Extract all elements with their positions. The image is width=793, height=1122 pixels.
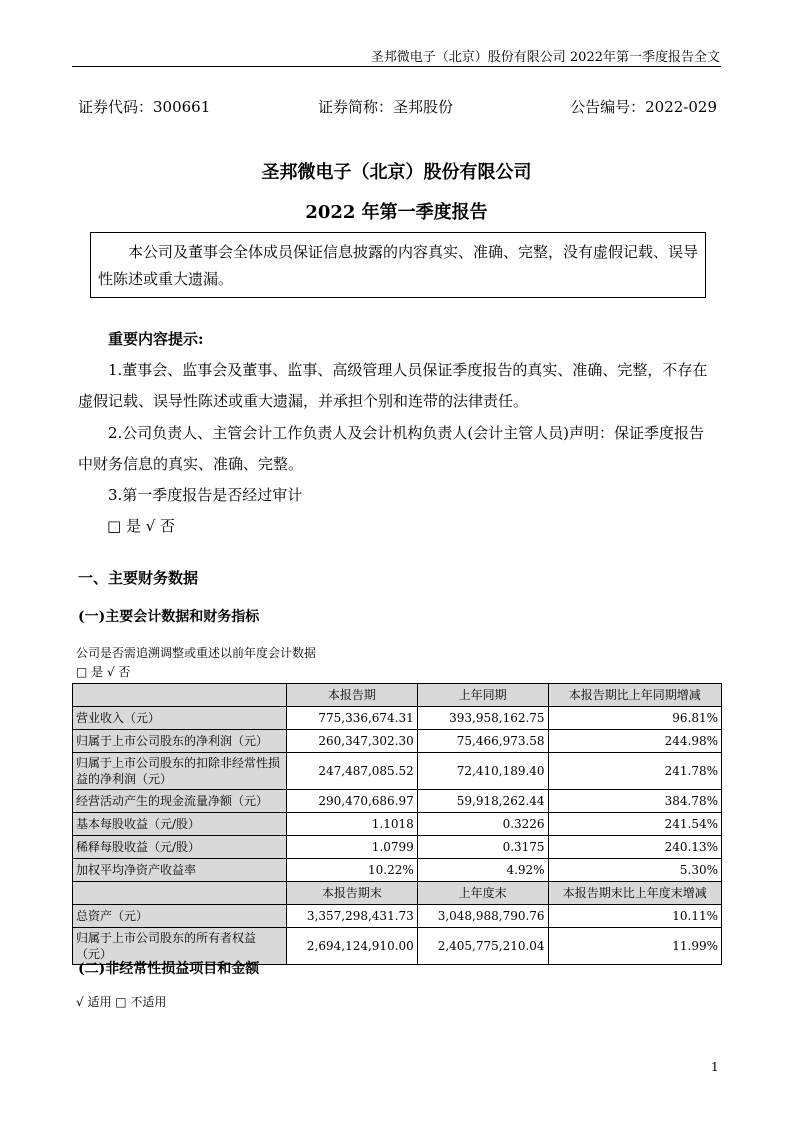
header-cell bbox=[73, 882, 287, 905]
value-cell: 3,048,988,790.76 bbox=[417, 905, 548, 928]
header-divider bbox=[72, 66, 721, 67]
table-header-row bbox=[73, 684, 722, 707]
item-1: 1.董事会、监事会及董事、监事、高级管理人员保证季度报告的真实、准确、完整，不存在虚假记载、误导性陈述或重大遗漏，并承担个别和连带的法律责任。 bbox=[78, 361, 708, 410]
subsection-heading: (一)主要会计数据和财务指标 bbox=[78, 609, 260, 625]
table-row bbox=[73, 836, 722, 859]
value-cell: 5.30% bbox=[548, 859, 721, 882]
header-cell: 上年度末 bbox=[417, 882, 548, 905]
value-cell: 59,918,262.44 bbox=[417, 790, 548, 813]
header-cell: 本报告期比上年同期增减 bbox=[548, 684, 721, 707]
table-row bbox=[73, 905, 722, 928]
value-cell: 96.81% bbox=[548, 707, 721, 730]
table-row bbox=[73, 753, 722, 790]
table-row bbox=[73, 790, 722, 813]
header-cell: 本报告期末比上年度末增减 bbox=[548, 882, 721, 905]
value-cell: 290,470,686.97 bbox=[287, 790, 418, 813]
label-cell: 营业收入（元） bbox=[73, 707, 287, 730]
label-cell: 归属于上市公司股东的所有者权益（元） bbox=[73, 928, 287, 965]
value-cell: 240.13% bbox=[548, 836, 721, 859]
restate-choice: □ 是 √ 否 bbox=[76, 665, 131, 679]
value-cell: 72,410,189.40 bbox=[417, 753, 548, 790]
value-cell: 384.78% bbox=[548, 790, 721, 813]
value-cell: 0.3175 bbox=[417, 836, 548, 859]
item-2: 2.公司负责人、主管会计工作负责人及会计机构负责人(会计主管人员)声明：保证季度报告中财务信息的真实、准确、完整。 bbox=[78, 424, 705, 473]
important-heading: 重要内容提示: bbox=[108, 330, 204, 348]
value-cell: 10.22% bbox=[287, 859, 418, 882]
applicable-choice: √ 适用 □ 不适用 bbox=[76, 995, 167, 1009]
table-row bbox=[73, 813, 722, 836]
value-cell: 10.11% bbox=[548, 905, 721, 928]
table-row bbox=[73, 707, 722, 730]
label-cell: 归属于上市公司股东的扣除非经常性损益的净利润（元） bbox=[73, 753, 287, 790]
value-cell: 0.3226 bbox=[417, 813, 548, 836]
value-cell: 775,336,674.31 bbox=[287, 707, 418, 730]
value-cell: 247,487,085.52 bbox=[287, 753, 418, 790]
value-cell: 241.78% bbox=[548, 753, 721, 790]
label-cell: 基本每股收益（元/股） bbox=[73, 813, 287, 836]
value-cell: 2,405,775,210.04 bbox=[417, 928, 548, 965]
value-cell: 260,347,302.30 bbox=[287, 730, 418, 753]
value-cell: 241.54% bbox=[548, 813, 721, 836]
value-cell: 4.92% bbox=[417, 859, 548, 882]
label-cell: 经营活动产生的现金流量净额（元） bbox=[73, 790, 287, 813]
page-number: 1 bbox=[711, 1060, 719, 1074]
stock-short-name: 证券简称：圣邦股份 bbox=[318, 98, 454, 116]
label-cell: 加权平均净资产收益率 bbox=[73, 859, 287, 882]
table-header-row bbox=[73, 882, 722, 905]
value-cell: 11.99% bbox=[548, 928, 721, 965]
subsection-heading-2: (二)非经常性损益项目和金额 bbox=[78, 961, 260, 977]
value-cell: 1.0799 bbox=[287, 836, 418, 859]
label-cell: 稀释每股收益（元/股） bbox=[73, 836, 287, 859]
value-cell: 2,694,124,910.00 bbox=[287, 928, 418, 965]
stock-code: 证券代码：300661 bbox=[78, 98, 211, 116]
header-cell: 本报告期 bbox=[287, 684, 418, 707]
financial-table bbox=[72, 683, 722, 965]
label-cell: 总资产（元） bbox=[73, 905, 287, 928]
value-cell: 393,958,162.75 bbox=[417, 707, 548, 730]
value-cell: 1.1018 bbox=[287, 813, 418, 836]
running-header: 圣邦微电子（北京）股份有限公司 2022年第一季度报告全文 bbox=[370, 50, 720, 65]
notice-number: 公告编号：2022-029 bbox=[570, 98, 717, 116]
item-3: 3.第一季度报告是否经过审计 bbox=[108, 486, 303, 504]
value-cell: 244.98% bbox=[548, 730, 721, 753]
board-statement: 本公司及董事会全体成员保证信息披露的内容真实、准确、完整，没有虚假记载、误导性陈述或重大遗漏。 bbox=[90, 232, 706, 298]
header-cell bbox=[73, 684, 287, 707]
value-cell: 3,357,298,431.73 bbox=[287, 905, 418, 928]
label-cell: 归属于上市公司股东的净利润（元） bbox=[73, 730, 287, 753]
company-title: 圣邦微电子（北京）股份有限公司 bbox=[261, 162, 532, 183]
audit-choice: □ 是 √ 否 bbox=[107, 517, 176, 535]
header-cell: 本报告期末 bbox=[287, 882, 418, 905]
table-row bbox=[73, 730, 722, 753]
header-cell: 上年同期 bbox=[417, 684, 548, 707]
table-row bbox=[73, 859, 722, 882]
section-heading: 一、主要财务数据 bbox=[78, 569, 199, 587]
restate-question: 公司是否需追溯调整或重述以前年度会计数据 bbox=[76, 646, 317, 660]
value-cell: 75,466,973.58 bbox=[417, 730, 548, 753]
report-title: 2022 年第一季度报告 bbox=[305, 202, 488, 223]
